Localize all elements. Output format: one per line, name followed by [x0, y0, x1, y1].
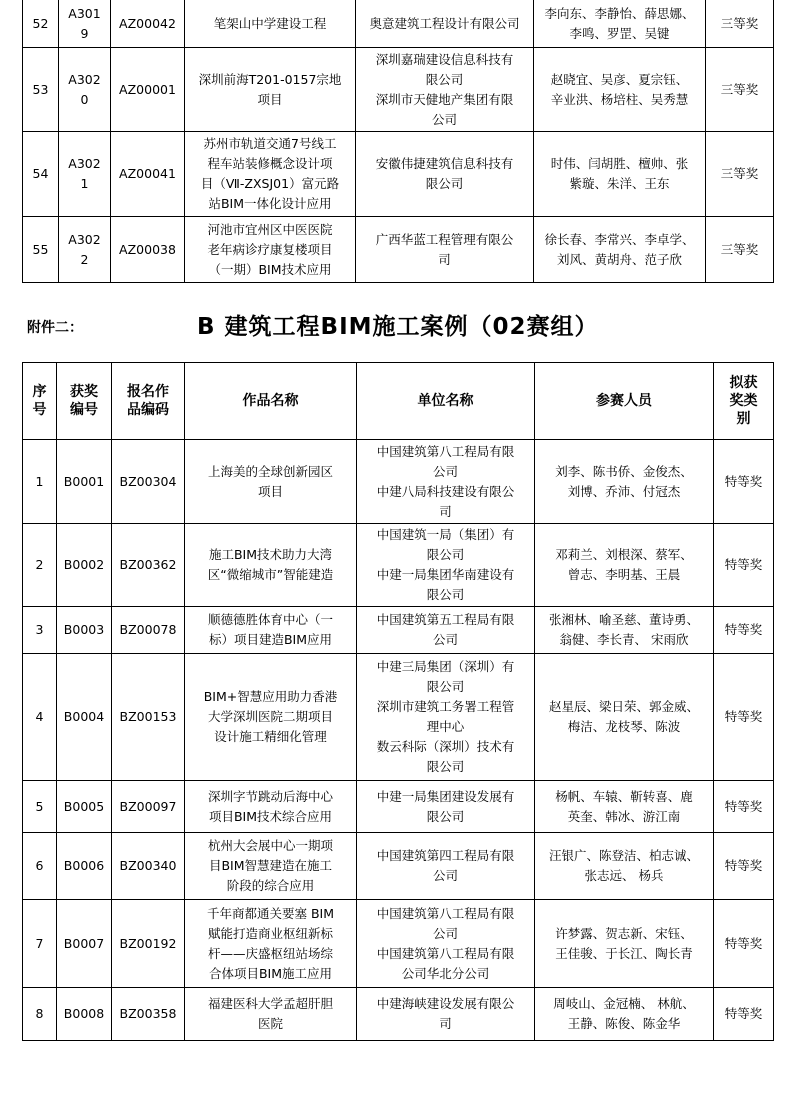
cell-reg-no: BZ00304 [112, 440, 185, 524]
header-unit [357, 363, 535, 440]
cell-unit [357, 607, 535, 654]
cell-line: 深圳市建筑工务署工程管 [376, 699, 515, 714]
cell-unit [357, 988, 535, 1041]
cell-line: （一期）BIM技术应用 [208, 261, 332, 277]
header-award [714, 363, 774, 440]
cell-line: 曾志、李明基、王晨 [567, 567, 681, 582]
cell-award-no [59, 132, 111, 217]
cell-award-no [57, 900, 112, 988]
cell-award: 三等奖 [706, 48, 774, 132]
cell-line: 紫璇、朱洋、王东 [569, 176, 670, 191]
cell-line: B0002 [63, 557, 105, 572]
cell-line: B0005 [63, 798, 105, 814]
header-no-l1: 号 [32, 402, 47, 418]
header-award-l1: 奖类 [729, 393, 758, 409]
header-award-no [57, 363, 112, 440]
cell-line: 张湘林、喻圣慈、董诗勇、 [548, 612, 699, 627]
cell-reg-no: AZ00038 [111, 217, 185, 283]
cell-line: 公司华北分公司 [401, 965, 490, 981]
cell-line: 杆——庆盛枢纽站场综 [207, 945, 333, 961]
cell-line: 顺德德胜体育中心（一 [207, 612, 333, 627]
cell-reg-no: AZ00041 [111, 132, 185, 217]
cell-no: 7 [23, 900, 57, 988]
cell-line: 笔架山中学建设工程 [213, 15, 327, 31]
cell-line: 公司 [432, 925, 458, 941]
header-award-no-l0: 获奖 [70, 384, 98, 400]
table-header-row [23, 363, 774, 440]
cell-work [185, 900, 357, 988]
cell-line: 苏州市轨道交通7号线工 [203, 136, 337, 151]
cell-line: 中建海峡建设发展有限公 [376, 996, 515, 1011]
cell-line: 合体项目BIM施工应用 [208, 965, 333, 981]
header-no [23, 363, 57, 440]
cell-line: 公司 [432, 632, 458, 647]
cell-line: B0006 [63, 858, 105, 873]
cell-line: 项目 [257, 483, 283, 499]
cell-reg-no: AZ00001 [111, 48, 185, 132]
cell-line: 中国建筑第八工程局有限 [376, 945, 515, 961]
cell-award-no [57, 988, 112, 1041]
header-members-l0: 参赛人员 [596, 393, 652, 409]
cell-line: 邓莉兰、刘根深、蔡军、 [555, 547, 693, 562]
cell-line: 翁健、李长青、 宋雨欣 [559, 632, 689, 647]
section-title: B 建筑工程BIM施工案例（02赛组） [197, 314, 599, 340]
table-row [23, 781, 774, 833]
cell-reg-no: BZ00078 [112, 607, 185, 654]
cell-line: 目BIM智慧建造在施工 [208, 858, 333, 873]
table-row [23, 900, 774, 988]
cell-members [535, 440, 714, 524]
cell-line: 英奎、韩冰、游江南 [567, 808, 681, 824]
annex-label: 附件二： [27, 320, 83, 336]
cell-line: 杭州大会展中心一期项 [207, 838, 333, 853]
cell-line: 站BIM一体化设计应用 [208, 196, 332, 211]
cell-award: 特等奖 [714, 988, 774, 1041]
header-members [535, 363, 714, 440]
cell-line: 数云科际（深圳）技术有 [376, 739, 515, 754]
cell-award: 三等奖 [706, 217, 774, 283]
cell-award: 特等奖 [714, 440, 774, 524]
cell-line: 中国建筑第五工程局有限 [376, 612, 515, 627]
cell-line: 安徽伟捷建筑信息科技有 [375, 156, 514, 171]
cell-unit [357, 524, 535, 607]
cell-line: 1 [80, 176, 89, 191]
cell-unit [357, 900, 535, 988]
table-row [23, 132, 774, 217]
cell-line: 标）项目建造BIM应用 [208, 632, 333, 647]
cell-members [534, 48, 706, 132]
cell-line: 上海美的全球创新园区 [207, 463, 333, 479]
cell-work [185, 440, 357, 524]
cell-line: 深圳前海T201-0157宗地 [198, 71, 342, 87]
cell-line: 司 [439, 1016, 452, 1031]
cell-no: 52 [23, 0, 59, 48]
cell-line: 项目BIM技术综合应用 [208, 808, 333, 824]
cell-line: 福建医科大学孟超肝胆 [207, 996, 333, 1011]
cell-line: 赋能打造商业枢纽新标 [207, 925, 333, 941]
cell-no: 54 [23, 132, 59, 217]
cell-no: 1 [23, 440, 57, 524]
cell-work [185, 607, 357, 654]
cell-line: 理中心 [426, 719, 465, 734]
cell-reg-no: AZ00042 [111, 0, 185, 48]
award-table-b [22, 362, 774, 1041]
cell-line: 限公司 [426, 547, 465, 562]
header-reg-no [112, 363, 185, 440]
header-no-l0: 序 [32, 384, 47, 400]
cell-line: 张志远、 杨兵 [584, 868, 664, 883]
cell-line: B0004 [63, 709, 105, 724]
cell-award: 特等奖 [714, 654, 774, 781]
cell-line: 司 [439, 503, 452, 519]
cell-unit [356, 132, 534, 217]
cell-award: 三等奖 [706, 132, 774, 217]
table-row [23, 48, 774, 132]
cell-line: 限公司 [425, 176, 464, 191]
header-unit-l0: 单位名称 [417, 393, 474, 409]
cell-work [185, 48, 356, 132]
cell-line: 公司 [431, 111, 457, 127]
cell-line: 李向东、李静怡、薛思娜、 [544, 5, 695, 21]
cell-line: 深圳嘉瑞建设信息科技有 [375, 51, 514, 67]
cell-award-no [59, 0, 111, 48]
cell-line: 河池市宜州区中医医院 [207, 221, 333, 237]
cell-line: 限公司 [426, 759, 465, 774]
cell-line: 设计施工精细化管理 [214, 729, 327, 744]
cell-work [185, 833, 357, 900]
cell-line: 限公司 [425, 71, 464, 87]
cell-line: 汪银广、陈登洁、柏志诚、 [548, 848, 699, 863]
cell-line: 中国建筑第四工程局有限 [376, 848, 515, 863]
cell-line: 中建三局集团（深圳）有 [376, 659, 515, 674]
cell-line: 杨帆、车辕、靳转喜、鹿 [555, 788, 693, 804]
table-row [23, 0, 774, 48]
cell-reg-no: BZ00362 [112, 524, 185, 607]
cell-line: 大学深圳医院二期项目 [207, 709, 333, 724]
cell-no: 5 [23, 781, 57, 833]
cell-line: A302 [68, 231, 101, 247]
cell-award-no [59, 48, 111, 132]
cell-line: 医院 [257, 1016, 283, 1031]
table-row [23, 217, 774, 283]
cell-line: 限公司 [426, 808, 465, 824]
cell-line: A301 [68, 5, 101, 21]
cell-line: 阶段的综合应用 [226, 878, 315, 893]
cell-line: 梅洁、龙枝琴、陈波 [567, 719, 681, 734]
header-work-l0: 作品名称 [242, 393, 299, 409]
cell-line: 2 [80, 251, 89, 267]
cell-members [535, 654, 714, 781]
cell-no: 6 [23, 833, 57, 900]
cell-award: 特等奖 [714, 900, 774, 988]
cell-reg-no: BZ00153 [112, 654, 185, 781]
cell-no: 4 [23, 654, 57, 781]
header-award-no-l1: 编号 [70, 402, 98, 418]
award-table-b-body [23, 440, 774, 1041]
cell-no: 3 [23, 607, 57, 654]
table-row [23, 440, 774, 524]
cell-line: 赵星辰、梁日荣、郭金威、 [548, 699, 699, 714]
cell-reg-no: BZ00097 [112, 781, 185, 833]
cell-members [535, 900, 714, 988]
cell-work [185, 0, 356, 48]
cell-line: 深圳字节跳动后海中心 [207, 788, 333, 804]
cell-award-no [57, 440, 112, 524]
table-row [23, 654, 774, 781]
cell-award-no [57, 781, 112, 833]
cell-line: 项目 [257, 91, 283, 107]
cell-no: 8 [23, 988, 57, 1041]
cell-line: 老年病诊疗康复楼项目 [207, 241, 333, 257]
cell-line: 施工BIM技术助力大湾 [208, 547, 333, 562]
cell-award: 特等奖 [714, 607, 774, 654]
cell-line: 刘博、乔沛、付冠杰 [567, 483, 681, 499]
award-table-a-body [23, 0, 774, 283]
cell-line: 奥意建筑工程设计有限公司 [369, 15, 520, 31]
award-table-a [22, 0, 774, 283]
cell-members [534, 217, 706, 283]
cell-line: 限公司 [426, 679, 465, 694]
cell-line: 李鸣、罗罡、吴键 [569, 25, 670, 41]
cell-line: 目（Ⅶ-ZXSJ01）富元路 [200, 176, 340, 191]
cell-line: 司 [438, 251, 451, 267]
cell-members [535, 988, 714, 1041]
cell-members [535, 607, 714, 654]
cell-unit [357, 654, 535, 781]
section-heading [0, 308, 794, 344]
cell-line: 辛业洪、杨培柱、吴秀慧 [550, 91, 689, 107]
cell-award-no [57, 524, 112, 607]
cell-line: 0 [80, 91, 89, 107]
cell-unit [357, 833, 535, 900]
cell-line: 刘李、陈书侨、金俊杰、 [555, 463, 693, 479]
cell-work [185, 132, 356, 217]
table-row [23, 524, 774, 607]
cell-line: 赵晓宜、吴彦、夏宗钰、 [550, 71, 689, 87]
cell-line: 中建一局集团华南建设有 [376, 567, 515, 582]
cell-line: B0001 [63, 473, 105, 489]
cell-unit [356, 217, 534, 283]
cell-line: 许梦露、贺志新、宋钰、 [555, 925, 693, 941]
cell-members [534, 132, 706, 217]
cell-line: 区“微缩城市”智能建造 [207, 567, 334, 582]
cell-line: 中国建筑第八工程局有限 [376, 905, 515, 921]
cell-line: BIM+智慧应用助力香港 [203, 689, 338, 704]
header-work [185, 363, 357, 440]
cell-line: 王佳骏、于长江、陶长青 [555, 945, 693, 961]
cell-work [185, 654, 357, 781]
cell-line: 王静、陈俊、陈金华 [567, 1016, 681, 1031]
cell-line: 中建八局科技建设有限公 [376, 483, 515, 499]
cell-no: 55 [23, 217, 59, 283]
cell-line: 徐长春、李常兴、李卓学、 [544, 231, 695, 247]
cell-award: 特等奖 [714, 833, 774, 900]
cell-unit [357, 781, 535, 833]
cell-no: 53 [23, 48, 59, 132]
header-reg-no-l0: 报名作 [127, 384, 169, 400]
cell-line: 程车站装修概念设计项 [207, 156, 333, 171]
cell-award: 三等奖 [706, 0, 774, 48]
cell-line: A302 [68, 156, 101, 171]
cell-line: 广西华蓝工程管理有限公 [375, 231, 514, 247]
cell-award-no [57, 607, 112, 654]
cell-line: 公司 [432, 463, 458, 479]
cell-award-no [57, 654, 112, 781]
cell-reg-no: BZ00340 [112, 833, 185, 900]
cell-line: 周岐山、金冠楠、 林航、 [553, 996, 695, 1011]
cell-line: B0007 [63, 935, 105, 951]
table-row [23, 988, 774, 1041]
cell-line: 千年商都通关要塞 BIM [206, 905, 335, 921]
cell-line: 9 [80, 25, 89, 41]
cell-line: 中国建筑一局（集团）有 [376, 527, 515, 542]
cell-unit [356, 0, 534, 48]
cell-work [185, 217, 356, 283]
table-row [23, 833, 774, 900]
cell-line: B0008 [63, 1006, 105, 1021]
cell-members [534, 0, 706, 48]
table-row [23, 607, 774, 654]
header-award-l2: 别 [736, 411, 751, 427]
cell-line: A302 [68, 71, 101, 87]
cell-reg-no: BZ00192 [112, 900, 185, 988]
cell-work [185, 988, 357, 1041]
cell-award-no [59, 217, 111, 283]
cell-members [535, 833, 714, 900]
cell-line: B0003 [63, 622, 105, 637]
header-reg-no-l1: 品编码 [127, 402, 169, 418]
cell-award-no [57, 833, 112, 900]
cell-unit [357, 440, 535, 524]
cell-unit [356, 48, 534, 132]
cell-line: 中国建筑第八工程局有限 [376, 443, 515, 459]
cell-line: 中建一局集团建设发展有 [376, 788, 515, 804]
cell-no: 2 [23, 524, 57, 607]
cell-work [185, 781, 357, 833]
cell-line: 时伟、闫胡胜、檀帅、张 [550, 156, 689, 171]
cell-award: 特等奖 [714, 781, 774, 833]
cell-line: 公司 [432, 868, 458, 883]
cell-line: 限公司 [426, 587, 465, 602]
cell-line: 深圳市天健地产集团有限 [375, 91, 514, 107]
cell-line: 刘风、黄胡舟、范子欣 [556, 251, 682, 267]
header-award-l0: 拟获 [729, 375, 758, 391]
cell-members [535, 781, 714, 833]
cell-work [185, 524, 357, 607]
cell-reg-no: BZ00358 [112, 988, 185, 1041]
cell-members [535, 524, 714, 607]
cell-award: 特等奖 [714, 524, 774, 607]
